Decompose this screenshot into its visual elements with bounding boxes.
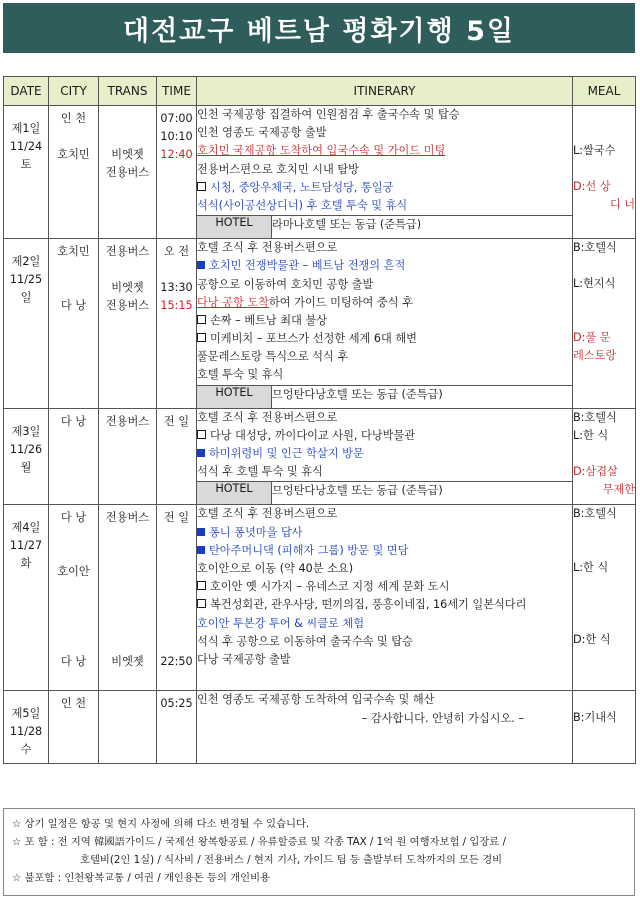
date-text-lines xyxy=(4,239,48,311)
date-text: 토 xyxy=(20,158,32,171)
header-city: CITY xyxy=(49,77,99,106)
time-text xyxy=(159,261,194,279)
itinerary-text: 석식 후 호텔 투숙 및 휴식 xyxy=(197,465,323,479)
date-text: 11/25 xyxy=(9,273,43,287)
itinerary-text: 퐁니 퐁녓마을 답사 xyxy=(209,525,303,539)
trans-text-lines xyxy=(99,106,156,186)
footer-notes xyxy=(3,808,635,896)
trans-text xyxy=(101,545,154,563)
trans-text xyxy=(101,563,154,581)
city-text: 다 낭 xyxy=(60,299,87,313)
itinerary-line xyxy=(197,560,572,578)
time-text: 15:15 xyxy=(160,299,193,313)
date-cell xyxy=(4,505,49,691)
city-text xyxy=(51,599,96,617)
itinerary-line xyxy=(197,294,572,312)
trans-text: 비엣젯 xyxy=(111,655,144,669)
itinerary-text: 시청, 중앙우체국, 노트담성당, 통일궁 xyxy=(210,180,394,194)
trans-cell xyxy=(99,239,157,409)
time-cell xyxy=(157,106,197,239)
hotel-name: 라마나호텔 또는 동급 (준특급) xyxy=(272,216,573,239)
itinerary-text: 인천 영종도 국제공항 출발 xyxy=(197,126,327,140)
meal-text xyxy=(573,523,635,541)
city-cell xyxy=(49,691,99,764)
meal-text xyxy=(573,577,635,595)
time-text xyxy=(159,527,194,545)
itinerary-cell xyxy=(197,408,573,482)
itinerary-line xyxy=(197,366,572,384)
itinerary-table xyxy=(3,76,636,764)
itinerary-text: 호텔 조식 후 전용버스편으로 xyxy=(197,410,338,424)
meal-text: D:풀 문 xyxy=(573,331,611,345)
time-cell xyxy=(157,408,197,505)
meal-text xyxy=(573,124,635,142)
trans-text: 전용버스 xyxy=(105,414,150,428)
trans-text: 전용버스 xyxy=(105,299,150,313)
date-text-lines xyxy=(4,691,48,763)
city-text: 다 낭 xyxy=(60,655,87,669)
itinerary-line xyxy=(197,542,572,560)
header-row xyxy=(4,77,636,106)
time-text-lines xyxy=(157,106,196,168)
date-text: 제1일 xyxy=(11,122,41,135)
itinerary-text: 풀문레스토랑 특식으로 석식 후 xyxy=(197,350,349,364)
trans-text-lines xyxy=(99,409,156,435)
time-text: 오 전 xyxy=(163,245,190,259)
hotel-name: 므엉탄다낭호텔 또는 동급 (준특급) xyxy=(272,385,573,408)
hotel-label: HOTEL xyxy=(197,216,272,239)
open-square-icon xyxy=(197,599,206,608)
city-text-lines xyxy=(49,691,98,717)
itinerary-line xyxy=(197,633,572,651)
hotel-label: HOTEL xyxy=(197,482,272,505)
city-text: 인 천 xyxy=(60,697,87,711)
meal-cell xyxy=(573,505,636,691)
itinerary-line xyxy=(197,427,572,445)
itinerary-text: 호이안 옛 시가지 – 유네스코 지정 세계 문화 도시 xyxy=(210,580,450,594)
city-text xyxy=(51,261,96,279)
date-text: 제4일 xyxy=(11,521,41,535)
filled-square-icon xyxy=(197,546,205,554)
meal-text: 무제한 xyxy=(602,482,635,496)
time-text xyxy=(159,617,194,635)
meal-text: B:호텔식 xyxy=(573,241,617,255)
city-cell xyxy=(49,106,99,239)
date-cell xyxy=(4,106,49,239)
city-text xyxy=(51,581,96,599)
meal-text xyxy=(573,257,635,275)
date-text-lines xyxy=(4,505,48,577)
date-text: 11/27 xyxy=(9,539,43,553)
meal-text: 디 너 xyxy=(609,198,635,211)
date-text: 11/26 xyxy=(9,442,43,456)
meal-text xyxy=(573,613,635,631)
city-cell xyxy=(49,239,99,409)
date-text: 월 xyxy=(20,460,32,474)
date-text: 수 xyxy=(20,743,32,757)
time-text xyxy=(159,563,194,581)
meal-text: B:기내식 xyxy=(573,711,617,725)
open-square-icon xyxy=(197,315,206,324)
trans-text-lines xyxy=(99,505,156,675)
date-cell xyxy=(4,239,49,409)
itinerary-text: 호이안으로 이동 (약 40분 소요) xyxy=(197,561,354,575)
meal-text: B:호텔식 xyxy=(573,410,617,424)
itinerary-line xyxy=(197,257,572,275)
city-text xyxy=(51,545,96,563)
trans-text-lines xyxy=(99,239,156,319)
itinerary-text: 탄아주머니댁 (피해자 그룹) 방문 및 면담 xyxy=(209,543,409,557)
trans-text xyxy=(101,527,154,545)
itinerary-line xyxy=(197,505,572,523)
meal-text: D:선 상 xyxy=(573,180,611,193)
filled-square-icon xyxy=(197,449,205,457)
city-text-lines xyxy=(49,106,98,168)
meal-text: B:호텔식 xyxy=(573,507,617,521)
date-text: 화 xyxy=(20,557,32,571)
itinerary-text: 호치민 국제공항 도착하여 입국수속 및 가이드 미팅 xyxy=(197,144,446,158)
meal-text: 레스토랑 xyxy=(573,349,617,363)
itinerary-line xyxy=(197,142,572,160)
open-square-icon xyxy=(197,182,206,191)
itinerary-line xyxy=(197,615,572,633)
time-text xyxy=(159,545,194,563)
meal-text xyxy=(573,691,635,709)
itinerary-text: 인천 국제공항 집결하여 인원점검 후 출국수속 및 탑승 xyxy=(197,108,460,121)
page-title: 대전교구 베트남 평화기행 5일 xyxy=(3,3,635,53)
itinerary-line xyxy=(197,276,572,294)
time-text-lines xyxy=(157,505,196,675)
meal-text xyxy=(573,541,635,559)
itinerary-line xyxy=(197,651,572,669)
meal-text xyxy=(573,293,635,311)
date-text: 11/28 xyxy=(9,725,43,739)
itinerary-line xyxy=(197,312,572,330)
itinerary-line xyxy=(197,445,572,463)
time-text-lines xyxy=(157,691,196,717)
day-row xyxy=(4,691,636,764)
meal-text xyxy=(573,311,635,329)
meal-text: L:한 식 xyxy=(573,428,609,442)
meal-cell xyxy=(573,106,636,239)
trans-cell xyxy=(99,691,157,764)
meal-text: D:한 식 xyxy=(573,633,611,647)
time-text xyxy=(159,599,194,617)
itinerary-text: 다낭 국제공항 출발 xyxy=(197,652,291,666)
itinerary-cell xyxy=(197,239,573,386)
city-text-lines xyxy=(49,409,98,435)
city-text xyxy=(51,279,96,297)
trans-text: 전용버스 xyxy=(105,166,150,179)
meal-text: L:한 식 xyxy=(573,561,609,575)
trans-text: 전용버스 xyxy=(105,511,150,525)
itinerary-text: 호텔 조식 후 전용버스편으로 xyxy=(197,241,338,255)
itinerary-line xyxy=(197,463,572,481)
city-text xyxy=(51,635,96,653)
city-text-lines xyxy=(49,505,98,675)
itinerary-line xyxy=(197,330,572,348)
itinerary-line xyxy=(197,197,572,215)
date-text: 제3일 xyxy=(11,424,41,438)
city-text-lines xyxy=(49,239,98,319)
trans-text xyxy=(101,581,154,599)
trans-cell xyxy=(99,106,157,239)
meal-cell xyxy=(573,691,636,764)
itinerary-text: 하미위령비 및 인근 학살지 방문 xyxy=(209,447,364,460)
trans-text: 비엣젯 xyxy=(111,281,144,295)
time-cell xyxy=(157,505,197,691)
hotel-label: HOTEL xyxy=(197,385,272,408)
itinerary-text: 호치민 전쟁박물관 – 베트남 전쟁의 흔적 xyxy=(209,259,406,273)
itinerary-text: 복건성회관, 관우사당, 떤끼의집, 풍흥이네집, 16세기 일본식다리 xyxy=(210,598,527,612)
time-text: 22:50 xyxy=(160,655,193,669)
itinerary-cell xyxy=(197,106,573,216)
city-text: 인 천 xyxy=(60,112,87,125)
itinerary-text: 석식(사이공선상디너) 후 호텔 투숙 및 휴식 xyxy=(197,198,408,212)
city-cell xyxy=(49,408,99,505)
trans-text xyxy=(101,128,154,146)
itinerary-text: 손짜 – 베트남 최대 불상 xyxy=(210,313,328,327)
city-text: 호이안 xyxy=(57,565,90,579)
itinerary-highlight: 다낭 공항 도착 xyxy=(197,295,269,309)
trans-text: 전용버스 xyxy=(105,245,150,259)
day-row xyxy=(4,106,636,216)
date-text: 11/24 xyxy=(9,140,43,153)
meal-text: L:쌀국수 xyxy=(573,144,616,157)
city-text xyxy=(51,128,96,146)
trans-text-lines xyxy=(99,691,156,717)
footer-note: 호텔비(2인 1실) / 식사비 / 전용버스 / 현지 기사, 가이드 팁 등 출발부터 도착까지의 모든 경비 xyxy=(80,854,503,866)
itinerary-cell xyxy=(197,505,573,691)
city-text: 호치민 xyxy=(57,245,90,259)
header-itinerary: ITINERARY xyxy=(197,77,573,106)
open-square-icon xyxy=(197,430,206,439)
itinerary-text: 전용버스편으로 호치민 시내 탐방 xyxy=(197,162,359,176)
itinerary-line xyxy=(197,710,572,728)
time-text xyxy=(159,581,194,599)
date-cell xyxy=(4,691,49,764)
city-cell xyxy=(49,505,99,691)
itinerary-text: 다낭 대성당, 까이다이교 사원, 다낭박물관 xyxy=(210,428,416,442)
meal-text xyxy=(573,595,635,613)
itinerary-text: 하여 가이드 미팅하여 중식 후 xyxy=(268,295,413,309)
city-text xyxy=(51,617,96,635)
time-text: 전 일 xyxy=(163,414,190,428)
city-text: 호치민 xyxy=(57,148,90,161)
trans-text: 비엣젯 xyxy=(111,148,144,161)
date-text: 제2일 xyxy=(11,255,41,269)
trans-text xyxy=(101,599,154,617)
open-square-icon xyxy=(197,581,206,590)
itinerary-line xyxy=(197,106,572,124)
meal-text xyxy=(573,106,635,124)
trans-cell xyxy=(99,505,157,691)
date-text-lines xyxy=(4,409,48,481)
itinerary-line xyxy=(197,578,572,596)
date-text: 일 xyxy=(20,291,32,305)
meal-text xyxy=(573,160,635,178)
date-text: 제5일 xyxy=(11,707,41,721)
time-cell xyxy=(157,239,197,409)
itinerary-cell xyxy=(197,691,573,764)
itinerary-line xyxy=(197,409,572,427)
day-row xyxy=(4,408,636,482)
trans-cell xyxy=(99,408,157,505)
time-text: 전 일 xyxy=(163,511,190,525)
time-text-lines xyxy=(157,239,196,319)
hotel-name: 므엉탄다낭호텔 또는 동급 (준특급) xyxy=(272,482,573,505)
header-meal: MEAL xyxy=(573,77,636,106)
day-row xyxy=(4,239,636,386)
city-text xyxy=(51,527,96,545)
date-cell xyxy=(4,408,49,505)
itinerary-line xyxy=(197,691,572,709)
itinerary-text: 인천 영종도 국제공항 도착하여 입국수속 및 해산 xyxy=(197,693,435,707)
time-text: 07:00 xyxy=(160,112,193,125)
itinerary-text: 미케비치 – 포브스가 선정한 세계 6대 해변 xyxy=(210,332,417,346)
itinerary-line xyxy=(197,161,572,179)
trans-text xyxy=(101,261,154,279)
itinerary-text: 공항으로 이동하여 호치민 공항 출발 xyxy=(197,277,374,291)
time-cell xyxy=(157,691,197,764)
footer-note: ☆ 포 함 : 전 지역 韓國語가이드 / 국제선 왕복항공료 / 유류할증료 및 각종 TAX / 1억 원 여행자보험 / 입장료 / xyxy=(12,836,506,848)
header-trans: TRANS xyxy=(99,77,157,106)
city-text: 다 낭 xyxy=(60,511,87,525)
itinerary-text: – 감사합니다. 안녕히 가십시오. – xyxy=(361,711,524,725)
itinerary-line xyxy=(197,524,572,542)
header-date: DATE xyxy=(4,77,49,106)
itinerary-text: 호텔 투숙 및 휴식 xyxy=(197,368,284,382)
city-text: 다 낭 xyxy=(60,414,87,428)
itinerary-line xyxy=(197,596,572,614)
itinerary-line xyxy=(197,124,572,142)
day-row xyxy=(4,505,636,691)
meal-cell xyxy=(573,239,636,409)
header-time: TIME xyxy=(157,77,197,106)
date-text-lines xyxy=(4,106,48,178)
itinerary-line xyxy=(197,239,572,257)
time-text: 10:10 xyxy=(160,130,193,143)
trans-text xyxy=(101,617,154,635)
meal-cell xyxy=(573,408,636,505)
open-square-icon xyxy=(197,333,206,342)
time-text: 12:40 xyxy=(160,148,193,161)
time-text: 13:30 xyxy=(160,281,193,295)
footer-note: ☆ 불포함 : 인천왕복교통 / 여권 / 개인용돈 등의 개인비용 xyxy=(12,872,270,884)
time-text-lines xyxy=(157,409,196,435)
meal-text: L:현지식 xyxy=(573,277,616,291)
trans-text xyxy=(101,110,154,128)
trans-text xyxy=(101,635,154,653)
trans-text xyxy=(101,695,154,713)
itinerary-line xyxy=(197,348,572,366)
filled-square-icon xyxy=(197,528,205,536)
itinerary-text: 석식 후 공항으로 이동하여 출국수속 및 탑승 xyxy=(197,634,413,648)
filled-square-icon xyxy=(197,261,205,269)
time-text xyxy=(159,635,194,653)
footer-note: ☆ 상기 일정은 항공 및 현지 사정에 의해 다소 변경될 수 있습니다. xyxy=(12,818,310,830)
itinerary-line xyxy=(197,179,572,197)
itinerary-text: 호이안 투본강 투어 & 씨클로 체험 xyxy=(197,616,364,630)
time-text: 05:25 xyxy=(160,697,193,711)
itinerary-text: 호텔 조식 후 전용버스편으로 xyxy=(197,507,338,521)
meal-text xyxy=(573,445,635,463)
meal-text: D:삼겹살 xyxy=(573,464,618,478)
